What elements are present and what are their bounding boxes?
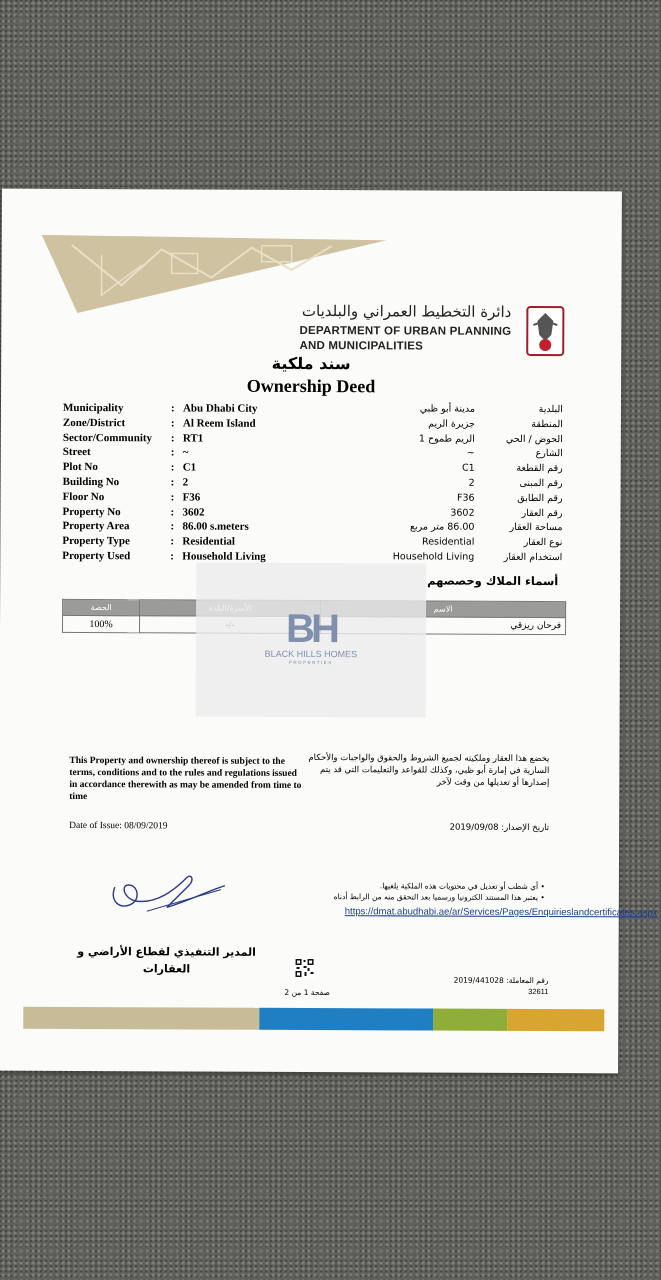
field-value: 86.00 s.meters xyxy=(182,520,249,534)
field-value-ar: مدينة أبو ظبي xyxy=(419,403,475,415)
property-details xyxy=(62,402,563,567)
terms-text-en: This Property and ownership thereof is subject to the terms, conditions and to the rules and regulations issued in accordance therewith as may be amended from time to time xyxy=(69,755,302,803)
field-label-ar: المنطقة xyxy=(531,418,563,430)
watermark-company-sub: PROPERTIES xyxy=(288,659,333,666)
transaction-code: 32611 xyxy=(528,986,549,997)
owner-name: فرحان ريزقي xyxy=(320,617,565,635)
field-value: Residential xyxy=(182,535,235,548)
field-value: Household Living xyxy=(182,550,266,563)
field-label: Street xyxy=(62,446,91,459)
field-label-ar: رقم الطابق xyxy=(517,492,563,504)
field-separator: : xyxy=(170,505,175,518)
footer-color-bar xyxy=(23,1007,604,1032)
field-label: Municipality xyxy=(62,401,124,415)
field-value: Al Reem Island xyxy=(182,417,256,430)
field-value-ar: C1 xyxy=(461,462,475,474)
watermark-company-name: BLACK HILLS HOMES xyxy=(264,648,358,660)
signature-icon xyxy=(107,867,231,920)
field-value: F36 xyxy=(182,491,201,504)
owners-header-share: الحصة xyxy=(63,599,140,615)
transaction-number: رقم المعاملة: 2019/441028 xyxy=(453,975,549,986)
field-value: RT1 xyxy=(182,432,204,445)
field-label: Property No xyxy=(62,505,121,518)
page-number: صفحة 1 من 2 xyxy=(284,987,330,998)
field-separator: : xyxy=(170,520,175,533)
field-label-ar: البلدية xyxy=(538,403,563,416)
field-value: C1 xyxy=(182,461,197,474)
field-value-ar: Residential xyxy=(422,536,475,548)
falcon-emblem-icon xyxy=(525,305,565,357)
field-label-ar: نوع العقار xyxy=(523,537,563,549)
field-separator: : xyxy=(170,535,175,548)
field-label-ar: رقم القطعة xyxy=(516,463,563,475)
issue-date-en: Date of Issue: 08/09/2019 xyxy=(69,820,168,832)
ownership-deed-page xyxy=(0,189,658,1074)
field-value-ar: Household Living xyxy=(392,551,475,563)
field-value-ar: F36 xyxy=(456,492,475,504)
field-value: ~ xyxy=(182,446,189,459)
document-title-ar: سند ملكية xyxy=(271,353,351,374)
field-label: Property Type xyxy=(62,535,130,548)
field-separator: : xyxy=(170,491,175,504)
field-value-ar: جزيرة الريم xyxy=(428,418,475,430)
owners-header-name: الاسم xyxy=(321,601,566,618)
field-value-ar: الريم طموح 1 xyxy=(418,433,475,445)
field-separator: : xyxy=(170,461,175,474)
terms-text-ar: يخضع هذا العقار وملكيته لجميع الشروط والحقوق والواجبات والأحكام السارية في إمارة أبو ظبي، وكذلك للقواعد والتعليمات التي قد يتم إصدارها أو تعديلها من وقت لآخر xyxy=(308,752,550,789)
verification-link[interactable]: https://dmat.abudhabi.ae/ar/Services/Pages/Enquirieslandcertificates.aspx xyxy=(344,906,658,919)
color-bar-tan xyxy=(23,1007,259,1030)
color-bar-green xyxy=(433,1009,507,1031)
document-title: Ownership Deed xyxy=(246,375,376,397)
owners-section-title: أسماء الملاك وحصصهم xyxy=(427,573,559,589)
field-separator: : xyxy=(170,476,175,489)
field-value-ar: 86.00 متر مربع xyxy=(409,521,475,534)
field-label-ar: الحوض / الحي xyxy=(505,433,563,445)
field-label-ar: رقم العقار xyxy=(521,507,563,519)
field-label: Property Used xyxy=(62,549,131,563)
watermark-overlay xyxy=(196,563,427,718)
watermark-logo: BH xyxy=(286,606,336,652)
department-name-ar: دائرة التخطيط العمراني والبلديات xyxy=(301,301,512,321)
department-name-en: DEPARTMENT OF URBAN PLANNING AND MUNICIPALITIES xyxy=(299,324,512,353)
validity-notes: • أي شطب أو تعديل في محتويات هذه الملكية يلغيها. • يعتبر هذا المستند الكترونيا ورسميا بعد التحقق منه من الرابط أدناه xyxy=(333,881,545,903)
field-label-ar: مساحة العقار xyxy=(509,522,563,534)
color-bar-blue xyxy=(259,1008,433,1031)
field-separator: : xyxy=(170,431,175,445)
field-value: 2 xyxy=(182,476,189,489)
qr-code-icon[interactable] xyxy=(294,958,314,978)
field-label-ar: رقم المبنى xyxy=(519,477,563,490)
field-label: Zone/District xyxy=(62,416,126,429)
field-label: Property Area xyxy=(62,520,130,533)
field-label: Building No xyxy=(62,475,120,489)
color-bar-gold xyxy=(507,1009,604,1031)
field-value-ar: ~ xyxy=(466,448,475,460)
field-value-ar: 2 xyxy=(468,477,475,489)
issue-date-ar: تاريخ الإصدار: 2019/09/08 xyxy=(449,822,550,834)
field-label: Floor No xyxy=(62,490,105,503)
field-label: Plot No xyxy=(62,461,98,474)
signer-title: المدير التنفيذي لقطاع الأراضي و العقارات xyxy=(77,944,256,976)
field-separator: : xyxy=(170,550,175,563)
field-separator: : xyxy=(170,402,175,415)
field-value: Abu Dhabi City xyxy=(182,402,258,415)
field-value-ar: 3602 xyxy=(450,507,475,519)
field-separator: : xyxy=(170,417,175,430)
owner-share: 100% xyxy=(62,615,139,632)
field-separator: : xyxy=(170,446,175,459)
field-label-ar: استخدام العقار xyxy=(503,551,563,564)
field-value: 3602 xyxy=(182,506,205,519)
field-label: Sector/Community xyxy=(62,431,153,444)
field-label-ar: الشارع xyxy=(535,448,563,460)
